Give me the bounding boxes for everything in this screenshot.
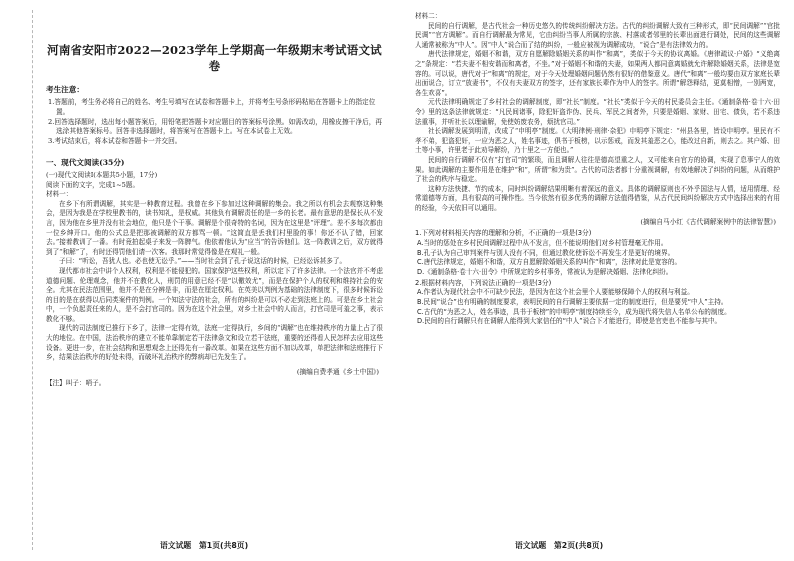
question-2-option-b: B.民间“说合”也有明确的制度要求，表明民间的自行调解主要依据一定的制度进行，但是要凭“中人”主持。: [417, 298, 728, 307]
passage-paragraph: 民间的自行调解，是古代社会一种历史悠久的传统纠纷解决方法。古代的纠纷调解大致有三种形式，即“民间调解”“官批民调”“官方调解”。而自行调解最为常见，它由纠纷当事人所属的宗族、村落或者邻里的长辈出面进行调处，民间的这些调解人通常被称为“中人”。因“中人”说合而了结的纠纷，一般应被视为调解成功，“说合”是有法律效力的。: [415, 21, 780, 49]
subsection-heading: (一)现代文阅读Ⅰ(本题共5小题，17分): [46, 170, 158, 179]
passage-paragraph: 这种方法快捷、节约成本，同时纠纷调解结果明晰有着深远的意义。具体的调解原则也不外乎国法与人情，适用情理、经常道德等方面，具有很高的可操作性。当今依然有很多优秀的调解方法值得借鉴，从古代民间纠纷解决方式中选择出来的有用的经验，今天依旧可以通用。: [415, 184, 780, 212]
subsection-instruction: 阅读下面的文字，完成1~5题。: [46, 180, 140, 189]
passage-paragraph: 社长调解发展到明清，改成了“申明亭”制度。《大明律例·刑律·杂犯》申明亭下规定：“州县各里，皆设申明亭。里民有不孝不弟，犯盗犯奸，一应为恶之人，姓名事迹，俱书于板榜，以示惩戒，而发其羞恶之心，能改过自新，则去之。其户婚、田土等小事，许里老于此劝导解纷，乃十里之一方便也。”: [415, 127, 780, 155]
question-2-stem: 2.根据材料内容，下列说法正确的一项是(3分): [415, 278, 552, 287]
exam-title: 河南省安阳市2022—2023学年上学期高一年级期末考试语文试卷: [47, 43, 382, 73]
notice-item: 1.答题前，考生务必将自己的姓名、考生号填写在试卷和答题卡上，并将考生号条形码粘贴在答题卡上的指定位置。: [48, 98, 376, 116]
page-footer: 语文试题 第1页(共8页): [160, 541, 249, 550]
question-2-option-d: D.民间的自行调解只有在调解人能得到大家信任的“中人”说合下才能进行，即使是官吏也不能参与其中。: [417, 317, 722, 326]
page-right: [397, 0, 794, 561]
question-2-option-a: A.作者认为现代社会中不可缺少民法，是因为在这个社会里个人要能够保障个人的权利与利益。: [417, 288, 694, 297]
passage-paragraph: 民间的自行调解不仅有“打官司”的繁琐，而且调解人往往是德高望重之人，又可能来自官方的协调，实现了息事宁人的效果。如此调解的主要作用是在维护“和”，所谓“和为贵”。古代的司法者都十分重视调解，有效地解决了纠纷的问题，从而维护了社会的秩序与稳定。: [415, 155, 780, 184]
material-label: 材料二：: [415, 12, 442, 20]
footnote: 【注】叫子：哨子。: [46, 378, 106, 387]
question-1-option-a: A.当时的惩处在乡村民间调解过程中从不发言，但不能说明他们对乡村管理毫无作用。: [417, 239, 668, 248]
passage-paragraph: 子曰：“听讼，吾犹人也。必也使无讼乎。”——当时社会到了孔子说这话的时候，已经讼诉甚多了。: [59, 257, 347, 266]
notice-heading: 考生注意：: [46, 85, 84, 94]
passage-paragraph: 在乡下有所谓调解，其实是一种教育过程。我曾在乡下参加过这种调解的集会。我之所以有机会去观察这种集会，是因为我是在学校里教书的，读书知礼，是权威。其他负有调解责任的是一乡的长老。最有意思的是保长从不发言，因为他在乡里并没有社会地位，他只是个干事。调解是个很奇特的名词，因为在这里是“评理”。差不多每次都由一位乡绅开口。他的公式总是把那被调解的双方都骂一顿。“这简直是丢我们村里脸的事！你还不认了错，回家去。”接着教训了一番。有时竟拍起桌子来发一阵脾气。他依着他认为“应当”的告诉他们。这一阵教训之后，双方就得到了“和解”了，有时还得罚他们请一次客。我那时常觉得像是在观礼一般。: [46, 199, 383, 256]
page-footer: 语文试题 第2页(共8页): [515, 541, 604, 550]
question-1-option-d: D.《通制条格·卷十六·田令》中所规定的乡村事务，常被认为是解决婚姻、法律化纠纷。: [417, 268, 673, 277]
notice-item: 2.回答选择题时，选出每小题答案后，用铅笔把答题卡对应题目的答案标号涂黑。如需改动，用橡皮擦干净后，再选涂其他答案标号。回答非选择题时，将答案写在答题卡上。写在本试卷上无效。: [48, 117, 383, 136]
question-2-option-c: C.古代的“为恶之人，姓名事迹，具书于板榜”的申明亭“制度持续至今，成为现代将失信人名单公布的制度。: [417, 307, 731, 316]
passage-paragraph: 现代的司法制度已推行下乡了，法律一定得有效，法庭一定得执行，乡间的“调解”也在维持秩序的力量上占了很大的地位。在中国，法治秩序的建立不能单靠制定若干法律条文和设立若干法庭，重要的还得看人民怎样去应用这些设备。更进一步，在社会结构和思想观念上还得先有一番改革。如果在这些方面不加以改革，单把法律和法庭推行下乡，结果法治秩序的好处未得，而破坏礼治秩序的弊病却已先发生了。: [46, 324, 383, 362]
passage-paragraph: 元代法律明确规定了乡村社会的调解制度，即“社长”制度。“社长”类似于今天的村民委员会主任。《通制条格·卷十六·田令》里的这条法律就规定：“凡民间诸事，除犯奸盗诈伪、民兵、军民之间者外，只要是婚姻、家财、田宅、债负，若不系违法重事，并听社长以理谕解，免使妨废农务，烦扰官司。”: [415, 98, 780, 126]
notice-item: 3.考试结束后，将本试卷和答题卡一并交回。: [48, 137, 182, 146]
passage-paragraph: 唐代法律规定，婚姻不和谐，双方自愿解除婚姻关系的叫作“和离”，类似于今天的协议离婚。《唐律疏议·户婚》“义绝离之”条规定：“若夫妻不相安谐而和离者，不坐。”对于婚姻不和谐的夫妻，如果两人都同意离婚就允许解除婚姻关系，法律是宽容的。可以说，唐代对于“和离”的规定，对于今天处理婚姻问题仍然有很好的借鉴意义。唐代“和离”一般均要由双方家庭长辈出面说合，订立“放妻书”，不仅有夫妻双方的签字，还有家族长辈作为中人的签字。所谓“解怨释结，更莫相憎，一别两宽，各生欢喜”。: [415, 50, 780, 97]
material-label: 材料一：: [46, 190, 73, 199]
question-1-stem: 1.下列对材料相关内容的理解和分析，不正确的一项是(3分): [415, 229, 592, 238]
source-citation: (摘编自费孝通《乡土中国》): [296, 367, 379, 376]
section-heading: 一、现代文阅读(35分): [46, 157, 125, 167]
source-citation: (摘编自马小红《古代调解案例中的法律智慧》): [640, 218, 776, 227]
question-1-option-c: C.唐代法律规定，婚姻不和谐，双方自愿解除婚姻关系的叫作“和离”，法律对此是宽容的。: [417, 258, 682, 267]
question-1-option-b: B.孔子认为自己审判案件与别人没有不同，但通过教化使诉讼不再发生才是更好的境界。: [417, 248, 675, 257]
passage-paragraph: 现代都市社会中讲个人权利，权利是不能侵犯的。国家保护这些权利，所以定下了许多法律。一个法官并不考虑道德问题、伦理观念，他并不在教化人，刑罚的用意已经不是“以儆效尤”，而是在保护个人的权利和维持社会的安全。尤其在民法范围里，他并不是在分辨是非，而是在厘定权利。在英美以判例为基础的法律制度下，很多时候诉讼的目的是在获得以后同类案件的判例。一个知法守法的社会，所有的纠纷是可以不必走到法庭上的。可是在乡土社会中，一个负起责任来的人，是不会打官司的。因为在这个社会里，对乡土社会中的人而言，打官司是可羞之事，表示教化不够。: [46, 266, 383, 323]
